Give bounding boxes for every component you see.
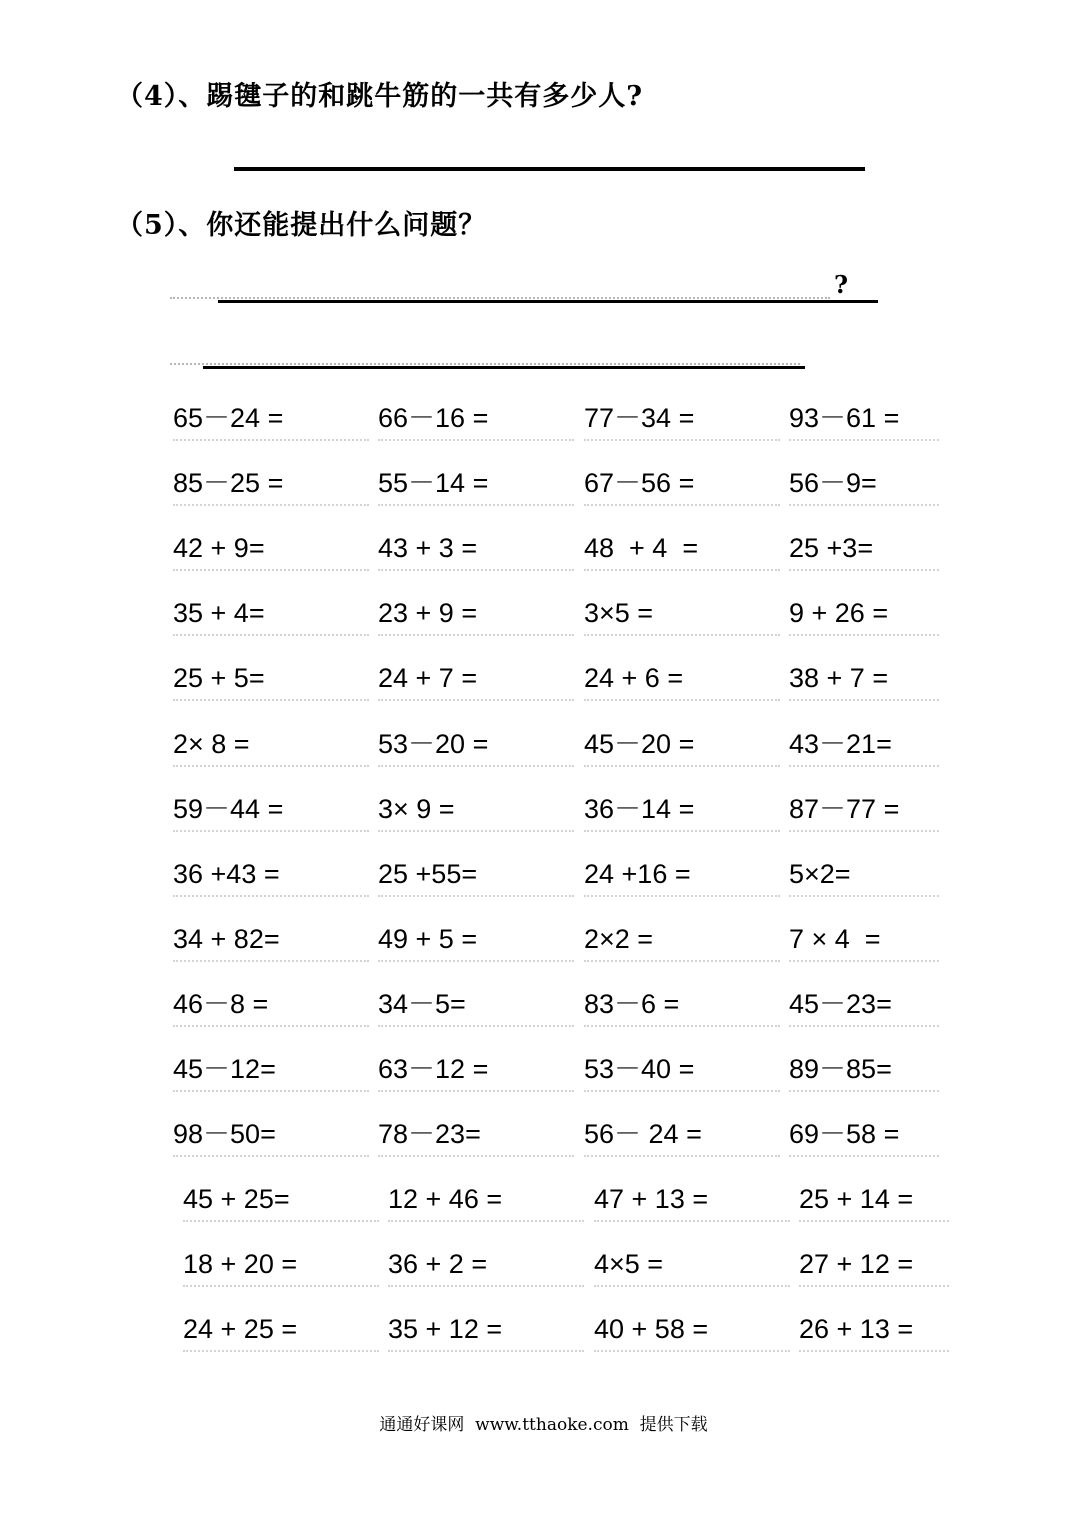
arithmetic-expression: 18 + 20 = — [183, 1249, 298, 1280]
arithmetic-expression: 34 + 82= — [173, 923, 280, 954]
arithmetic-expression: 43 + 3 = — [378, 533, 478, 564]
arithmetic-expression: 38 + 7 = — [789, 663, 889, 694]
arithmetic-expression: 56－9= — [789, 468, 877, 499]
problem-cell — [378, 857, 574, 897]
problem-cell — [789, 987, 939, 1027]
problem-cell — [378, 922, 574, 962]
arithmetic-expression: 27 + 12 = — [799, 1249, 914, 1280]
arithmetic-expression: 83－6 = — [584, 988, 680, 1019]
arithmetic-expression: 89－85= — [789, 1054, 892, 1084]
problem-cell — [173, 1117, 369, 1157]
problem-cell — [173, 1052, 369, 1092]
problem-row — [0, 727, 1087, 767]
problem-row — [0, 857, 1087, 897]
problem-cell — [789, 727, 939, 767]
problem-cell — [378, 1052, 574, 1092]
problem-row — [0, 1117, 1087, 1157]
problem-cell — [584, 857, 780, 897]
arithmetic-expression: 35 + 4= — [173, 598, 265, 629]
problem-cell — [584, 922, 780, 962]
problem-cell — [799, 1182, 949, 1222]
problem-cell — [378, 466, 574, 506]
arithmetic-expression: 56－ 24 = — [584, 1119, 702, 1150]
problem-cell — [789, 531, 939, 571]
problem-cell — [584, 596, 780, 636]
arithmetic-expression: 85－25 = — [173, 468, 284, 499]
problem-cell — [378, 792, 574, 832]
problem-cell — [388, 1247, 584, 1287]
arithmetic-expression: 65－24 = — [173, 403, 284, 433]
problem-row — [0, 987, 1087, 1027]
problem-cell — [378, 531, 574, 571]
arithmetic-expression: 3×5 = — [584, 598, 654, 629]
problem-row — [0, 661, 1087, 701]
problem-cell — [173, 922, 369, 962]
arithmetic-expression: 67－56 = — [584, 468, 695, 499]
arithmetic-expression: 36 + 2 = — [388, 1249, 488, 1280]
arithmetic-expression: 25 +3= — [789, 533, 874, 564]
arithmetic-expression: 55－14 = — [378, 468, 489, 499]
arithmetic-expression: 45－12= — [173, 1054, 276, 1084]
arithmetic-expression: 36 +43 = — [173, 858, 280, 889]
arithmetic-expression: 43－21= — [789, 728, 892, 759]
problem-row — [0, 1247, 1087, 1287]
question-mark: ? — [834, 270, 849, 299]
problem-row — [0, 792, 1087, 832]
arithmetic-expression: 53－20 = — [378, 728, 489, 759]
problem-cell — [173, 401, 369, 441]
arithmetic-expression: 63－12 = — [378, 1054, 489, 1084]
problem-cell — [789, 1052, 939, 1092]
problem-cell — [584, 987, 780, 1027]
problem-cell — [378, 401, 574, 441]
problem-cell — [789, 857, 939, 897]
problem-cell — [388, 1312, 584, 1352]
problem-row — [0, 401, 1087, 441]
problem-cell — [584, 792, 780, 832]
question-5: （5）、你还能提出什么问题？ — [116, 210, 487, 241]
arithmetic-expression: 24 + 25 = — [183, 1314, 298, 1345]
problem-cell — [789, 466, 939, 506]
arithmetic-expression: 45－20 = — [584, 728, 695, 759]
problem-cell — [584, 531, 780, 571]
problem-cell — [378, 1117, 574, 1157]
problem-cell — [789, 1117, 939, 1157]
problem-cell — [173, 466, 369, 506]
arithmetic-expression: 47 + 13 = — [594, 1184, 709, 1215]
problem-cell — [173, 857, 369, 897]
problem-cell — [799, 1312, 949, 1352]
arithmetic-expression: 25 + 14 = — [799, 1184, 914, 1215]
arithmetic-expression: 24 +16 = — [584, 858, 691, 889]
arithmetic-expression: 48 + 4 = — [584, 533, 699, 564]
problem-cell — [378, 596, 574, 636]
arithmetic-expression: 93－61 = — [789, 403, 900, 433]
question-4: （4）、踢毽子的和跳牛筋的一共有多少人? — [116, 81, 644, 112]
problem-cell — [789, 792, 939, 832]
problem-cell — [183, 1247, 379, 1287]
problem-cell — [388, 1182, 584, 1222]
arithmetic-expression: 25 +55= — [378, 858, 478, 889]
arithmetic-expression: 24 + 7 = — [378, 663, 478, 694]
arithmetic-expression: 2× 8 = — [173, 728, 250, 759]
arithmetic-expression: 77－34 = — [584, 403, 695, 433]
arithmetic-expression: 24 + 6 = — [584, 663, 684, 694]
problem-cell — [584, 401, 780, 441]
problem-cell — [173, 987, 369, 1027]
problem-cell — [594, 1247, 790, 1287]
arithmetic-expression: 45 + 25= — [183, 1184, 290, 1215]
arithmetic-expression: 26 + 13 = — [799, 1314, 914, 1345]
arithmetic-expression: 53－40 = — [584, 1054, 695, 1084]
problem-cell — [584, 1117, 780, 1157]
arithmetic-expression: 12 + 46 = — [388, 1184, 503, 1215]
problem-cell — [183, 1182, 379, 1222]
problem-cell — [173, 727, 369, 767]
problem-cell — [584, 466, 780, 506]
problem-cell — [584, 727, 780, 767]
arithmetic-expression: 59－44 = — [173, 793, 284, 824]
problem-cell — [173, 792, 369, 832]
problem-cell — [789, 922, 939, 962]
arithmetic-expression: 34－5= — [378, 988, 466, 1019]
problem-row — [0, 531, 1087, 571]
problem-cell — [789, 661, 939, 701]
problem-cell — [584, 1052, 780, 1092]
problem-cell — [378, 987, 574, 1027]
arithmetic-expression: 66－16 = — [378, 403, 489, 433]
problem-cell — [594, 1312, 790, 1352]
arithmetic-expression: 7 × 4 = — [789, 923, 881, 954]
problem-cell — [799, 1247, 949, 1287]
problem-row — [0, 596, 1087, 636]
problem-row — [0, 1052, 1087, 1092]
problem-row — [0, 922, 1087, 962]
arithmetic-expression: 36－14 = — [584, 793, 695, 824]
problem-row — [0, 466, 1087, 506]
arithmetic-expression: 4×5 = — [594, 1249, 664, 1280]
problem-row — [0, 1312, 1087, 1352]
arithmetic-expression: 5×2= — [789, 858, 851, 889]
problem-cell — [789, 401, 939, 441]
problem-cell — [183, 1312, 379, 1352]
arithmetic-expression: 78－23= — [378, 1119, 481, 1150]
footer-credit: 通通好课网 www.tthaoke.com 提供下载 — [379, 1415, 708, 1435]
arithmetic-expression: 23 + 9 = — [378, 598, 478, 629]
arithmetic-expression: 69－58 = — [789, 1119, 900, 1150]
problem-row — [0, 1182, 1087, 1222]
arithmetic-expression: 35 + 12 = — [388, 1314, 503, 1345]
arithmetic-expression: 49 + 5 = — [378, 923, 478, 954]
arithmetic-expression: 2×2 = — [584, 923, 654, 954]
arithmetic-expression: 42 + 9= — [173, 533, 265, 564]
problem-cell — [584, 661, 780, 701]
problem-cell — [378, 727, 574, 767]
problem-cell — [789, 596, 939, 636]
problem-cell — [378, 661, 574, 701]
arithmetic-expression: 25 + 5= — [173, 663, 265, 694]
arithmetic-expression: 87－77 = — [789, 793, 900, 824]
problem-cell — [594, 1182, 790, 1222]
problem-cell — [173, 661, 369, 701]
arithmetic-expression: 40 + 58 = — [594, 1314, 709, 1345]
arithmetic-expression: 46－8 = — [173, 988, 269, 1019]
arithmetic-expression: 98－50= — [173, 1119, 276, 1150]
problem-cell — [173, 531, 369, 571]
problem-cell — [173, 596, 369, 636]
arithmetic-expression: 45－23= — [789, 988, 892, 1019]
arithmetic-expression: 9 + 26 = — [789, 598, 889, 629]
arithmetic-expression: 3× 9 = — [378, 793, 455, 824]
